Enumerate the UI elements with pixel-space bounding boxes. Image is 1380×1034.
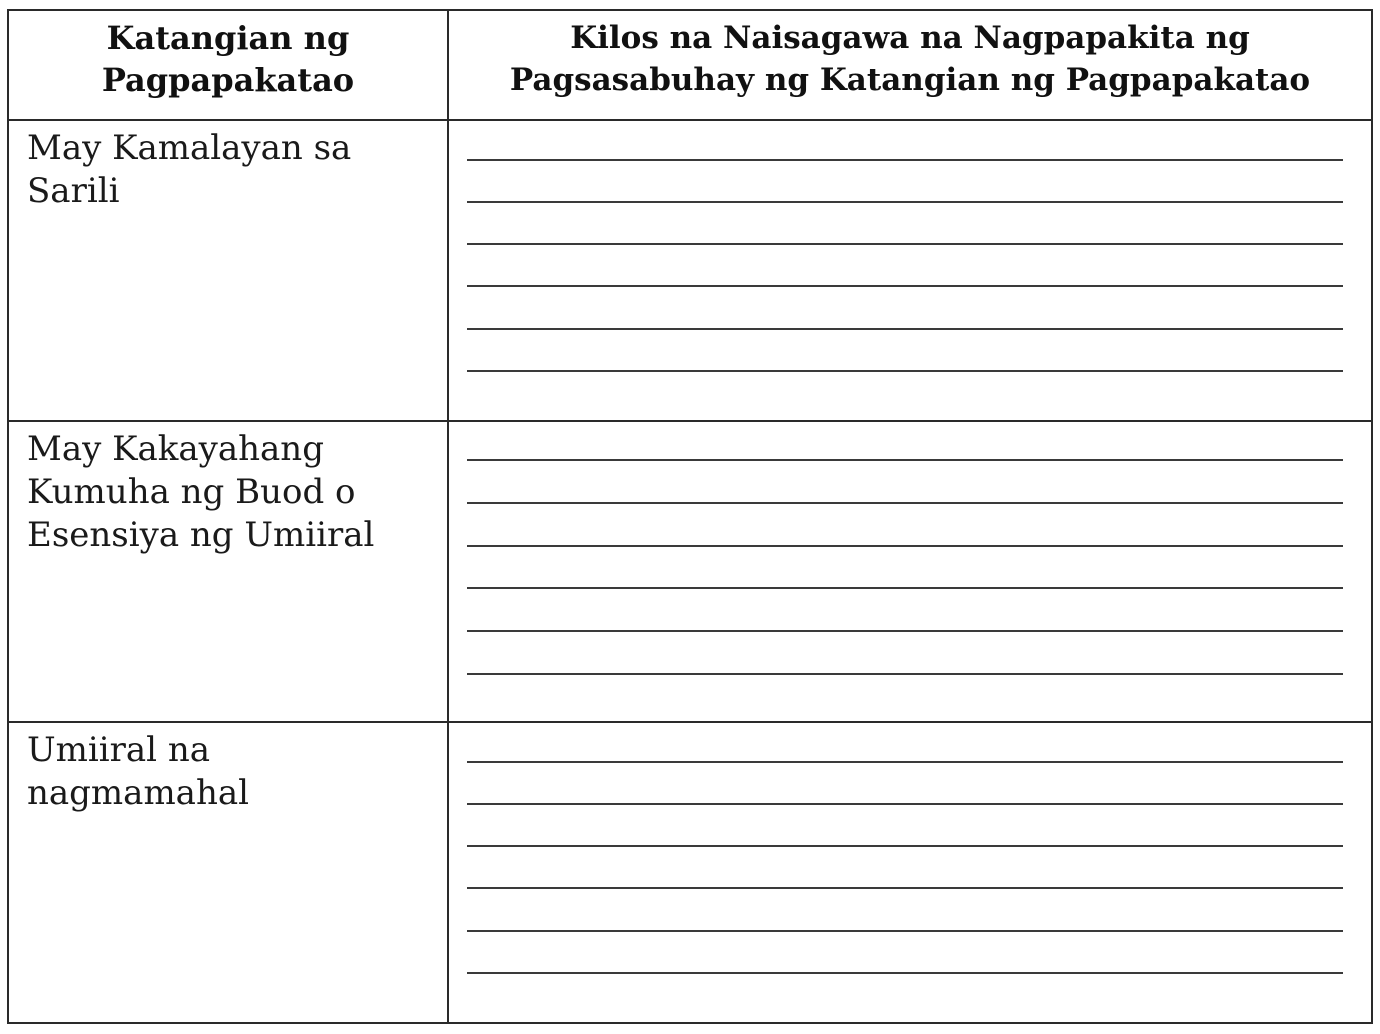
header-row [8, 10, 1372, 120]
worksheet-table [7, 9, 1373, 1024]
answer-area[interactable] [448, 421, 1372, 722]
header-action: Kilos na Naisagawa na Nagpapakita ng Pagsasabuhay ng Katangian ng Pagpapakatao [448, 10, 1372, 120]
answer-line[interactable] [467, 673, 1343, 675]
table-row [8, 421, 1372, 722]
answer-lines[interactable] [449, 422, 1371, 719]
answer-line[interactable] [467, 159, 1343, 161]
answer-line[interactable] [467, 459, 1343, 461]
answer-lines[interactable] [449, 723, 1371, 1020]
answer-line[interactable] [467, 328, 1343, 330]
answer-line[interactable] [467, 243, 1343, 245]
answer-line[interactable] [467, 761, 1343, 763]
trait-label: May Kakayahang Kumuha ng Buod o Esensiya ng Umiiral [8, 421, 448, 722]
answer-line[interactable] [467, 545, 1343, 547]
table-row [8, 722, 1372, 1023]
answer-line[interactable] [467, 887, 1343, 889]
answer-lines[interactable] [449, 121, 1371, 418]
answer-line[interactable] [467, 845, 1343, 847]
answer-line[interactable] [467, 972, 1343, 974]
answer-line[interactable] [467, 630, 1343, 632]
answer-line[interactable] [467, 201, 1343, 203]
answer-area[interactable] [448, 120, 1372, 421]
table-row [8, 120, 1372, 421]
trait-label: May Kamalayan sa Sarili [8, 120, 448, 421]
header-trait: Katangian ng Pagpapakatao [8, 10, 448, 120]
answer-area[interactable] [448, 722, 1372, 1023]
answer-line[interactable] [467, 285, 1343, 287]
answer-line[interactable] [467, 502, 1343, 504]
answer-line[interactable] [467, 587, 1343, 589]
answer-line[interactable] [467, 930, 1343, 932]
answer-line[interactable] [467, 370, 1343, 372]
answer-line[interactable] [467, 803, 1343, 805]
trait-label: Umiiral na nagmamahal [8, 722, 448, 1023]
